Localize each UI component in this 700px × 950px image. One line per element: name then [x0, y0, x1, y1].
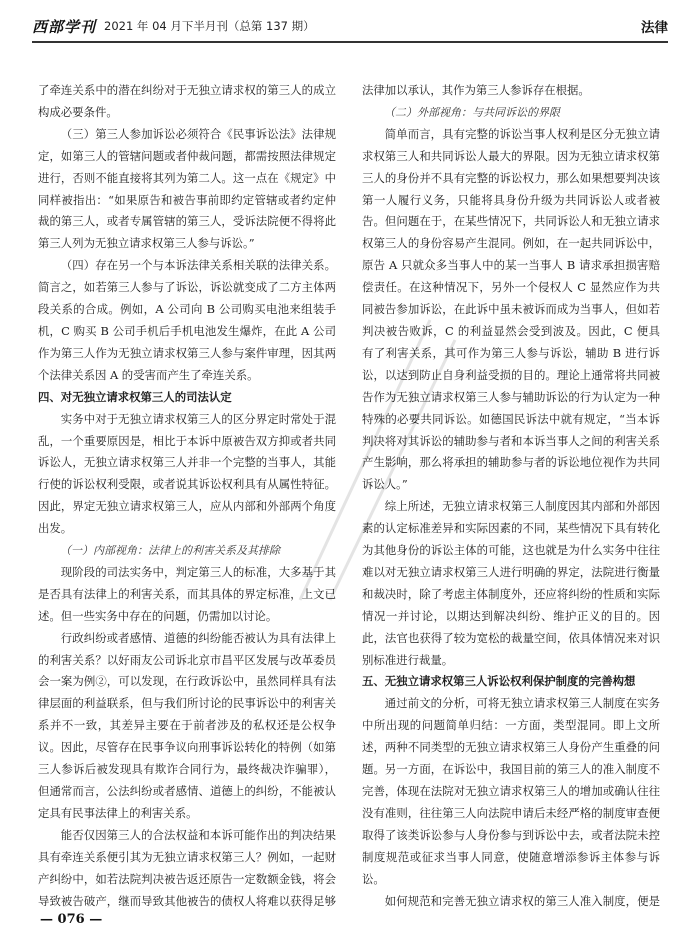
right-column — [362, 80, 660, 915]
section-title: 法律 — [641, 20, 668, 36]
issue-info: 2021 年 04 月下半月刊（总第 137 期） — [104, 19, 315, 33]
subsection-heading: （一）内部视角：法律上的利害关系及其排除 — [60, 544, 280, 558]
paragraph: 能否仅因第三人的合法权益和本诉可能作出的判决结果具有牵连关系便引其为无独立请求权第三人？例如，一起财产纠纷中，如若法院判决被告返还原告一定数额金钱，将会导致被告破产，继而导致其他被告的债权人将难以获得足够 — [38, 827, 336, 908]
header-rule — [32, 41, 668, 43]
paragraph: 简单而言，具有完整的诉讼当事人权利是区分无独立请求权第三人和共同诉讼人最大的界限。因为无独立请求权第三人的身份并不具有完整的诉讼权力，那么如果想要判决该第一人履行义务，只能将具身份升级为共同诉讼人或者被告。但问题在于，在某些情况下，共同诉讼人和无独立请求权第三人的身份容易产生混同。例如，在一起共同诉讼中，原告 A 只就众多当事人中的某一当事人 B 请求承担损害赔偿责任。在这种情况下，另外一个侵权人 C 显然应作为共同被告参加诉讼，在此诉中虽未被诉而成为当事人，但如若判决被告败诉，C 的利益显然会受到波及。因此，C 便具有了利害关系，其可作为第三人参与诉讼，辅助 B 进行诉讼，以达到防止自身利益受损的目的。理论上通常将共同被告作为无独立请求权第三人参与辅助诉讼的行为认定为一种特殊的必要共同诉讼。如德国民诉法中就有规定，“当本诉判决将对其诉讼的辅助参与者和本诉当事人之间的利害关系产生影响，那么将承担的辅助参与者的诉讼地位视作为共同诉讼人。” — [362, 126, 660, 492]
paragraph: 通过前文的分析，可将无独立请求权第三人制度在实务中所出现的问题简单归结：一方面，类型混同。即上文所述，两种不同类型的无独立请求权第三人身份产生重叠的问题。另一方面，在诉讼中，我国目前的第三人的准入制度不完善，体现在法院对无独立请求权第三人的增加或确认往往没有准则，往往第三人向法院申请后未经严格的制度审查便取得了该类诉讼参与人身份参与到诉讼中去，或者法院未控制度规范或征求当事人同意，使随意增添参诉主体参与诉讼。 — [362, 696, 660, 886]
subsection-heading: （二）外部视角：与共同诉讼的界限 — [384, 105, 560, 119]
paragraph: 综上所述，无独立请求权第三人制度因其内部和外部因素的认定标准差异和实际因素的不同，某些情况下具有转化为其他身份的诉讼主体的可能，这也就是为什么实务中往往难以对无独立请求权第三人进行明确的界定，法院进行衡量和裁决时，除了考虑主体制度外，还应将纠纷的性质和实际情况一并讨论，以期达到解决纠纷、维护正义的目的。因此，法官也获得了较为宽松的裁量空间，依具体情况来对识别标准进行裁量。 — [362, 499, 660, 667]
paragraph: （四）存在另一个与本诉法律关系相关联的法律关系。简言之，如若第三人参与了诉讼，诉讼就变成了二方主体两段关系的合成。例如，A 公司向 B 公司购买电池来组装手机，C 购买 B 公司手机后手机电池发生爆炸，在此 A 公司作为第三人作为无独立请求权第三人参与案件审理，因其两个法律关系因 A 的受害而产生了牵连关系。 — [38, 258, 336, 382]
section-heading: 五、无独立请求权第三人诉讼权利保护制度的完善构想 — [362, 674, 636, 689]
page-number: — 076 — — [40, 912, 103, 927]
left-column — [38, 80, 336, 915]
paragraph: 了牵连关系中的潜在纠纷对于无独立请求权的第三人的成立构成必要条件。 — [38, 83, 336, 119]
paragraph: 法律加以承认，其作为第三人参诉存在根据。 — [362, 83, 590, 97]
paragraph: 如何规范和完善无独立请求权的第三人准入制度，便是 — [384, 893, 660, 908]
section-heading: 四、对无独立请求权第三人的司法认定 — [38, 389, 232, 404]
paragraph: 实务中对于无独立请求权第三人的区分界定时常处于混乱，一个重要原因是，相比于本诉中原被告双方抑或者共同诉讼人，无独立请求权第三人并非一个完整的当事人，其能行使的诉讼权利受限，或者说其诉讼权利具有从属性特征。因此，界定无独立请求权第三人，应从内部和外部两个角度出发。 — [38, 411, 336, 536]
paragraph: 现阶段的司法实务中，判定第三人的标准，大多基于其是否具有法律上的利害关系，而其具体的界定标准，上文已述。但一些实务中存在的问题，仍需加以讨论。 — [38, 564, 336, 623]
page-header — [32, 10, 668, 40]
paragraph: 行政纠纷或者感情、道德的纠纷能否被认为具有法律上的利害关系？以好雨友公司诉北京市昌平区发展与改革委员会一案为例②，可以发现，在行政诉讼中，虽然同样具有法律层面的利益联系，但与我们所讨论的民事诉讼中的利害关系并不一致，其差异主要在于前者涉及的私权还是公权争议。因此，尽管存在民事争议向刑事诉讼转化的特例（如第三人参诉后被发现具有欺诈合同行为，最终裁决诈骗罪），但通常而言，公法纠纷或者感情、道德上的纠纷，不能被认定具有民事法律上的利害关系。 — [38, 630, 336, 820]
journal-logo: 西部学刊 — [32, 18, 97, 36]
paragraph: （三）第三人参加诉讼必须符合《民事诉讼法》法律规定，如第三人的管辖问题或者仲裁问题，都需按照法律规定进行，否则不能直接将其列为第二人。这一点在《规定》中同样被指出：“如果原告和被告事前即约定管辖或者约定仲裁的第三人，或者专属管辖的第三人，受诉法院便不得将此第三人列为无独立请求权第三人参与诉讼。” — [38, 126, 336, 251]
